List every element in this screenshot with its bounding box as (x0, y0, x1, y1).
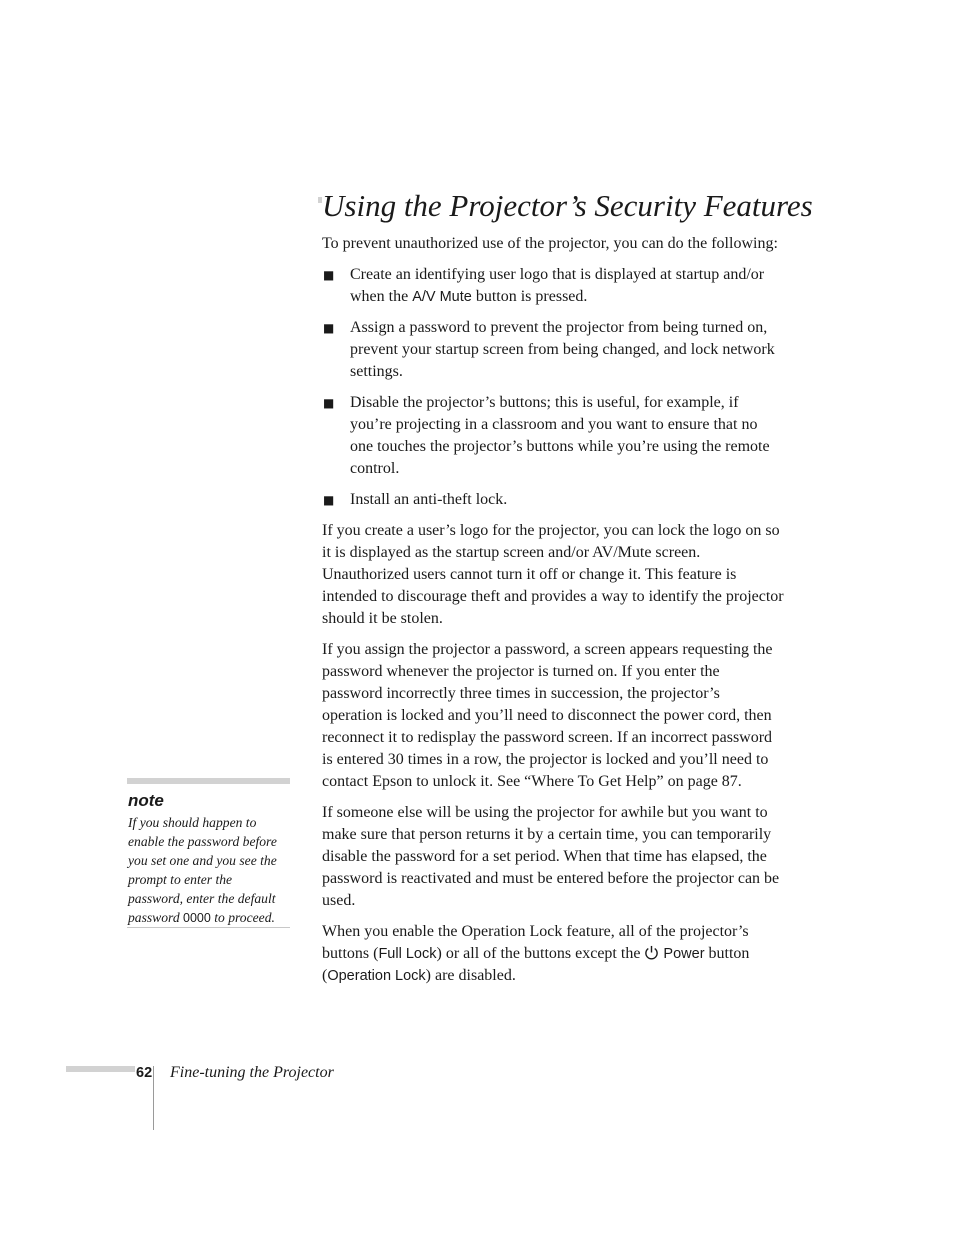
note-text: If you should happen to enable the password before you set one and you see the prompt to enter the password, enter the default password 0000 to proceed. (128, 815, 277, 925)
note-sidebar (127, 778, 290, 928)
page-number: 62 (136, 1065, 153, 1081)
full-lock-label: Full Lock (378, 946, 437, 962)
operation-lock-paragraph: When you enable the Operation Lock feature, all of the projector’s buttons (Full Lock) or all of the buttons except the Power button (Operation Lock) are disabled. (322, 923, 750, 984)
main-content (322, 233, 784, 996)
intro-paragraph: To prevent unauthorized use of the projector, you can do the following: (322, 235, 778, 252)
power-icon (644, 945, 659, 960)
feature-list (322, 264, 784, 511)
footer-vertical-rule (153, 1066, 154, 1130)
note-heading: note (128, 791, 164, 810)
av-mute-button-label: A/V Mute (412, 289, 472, 305)
note-bottom-rule (127, 927, 290, 928)
power-button-label: Power (663, 946, 705, 962)
operation-lock-label: Operation Lock (327, 968, 426, 984)
footer-section-title: Fine-tuning the Projector (170, 1064, 334, 1081)
square-bullet-icon: ■ (323, 396, 335, 410)
list-item: ■ Assign a password to prevent the projector from being turned on, prevent your startup screen from being changed, and lock network settings. (323, 319, 775, 380)
default-password-code: 0000 (183, 911, 211, 925)
list-item: ■ Create an identifying user logo that is displayed at startup and/or when the A/V Mute button is pressed. (323, 266, 765, 305)
logo-paragraph: If you create a user’s logo for the projector, you can lock the logo on so it is displayed as the startup screen and/or AV/Mute screen. Unauthorized users cannot turn it off or change it. This feature is intended to discourage theft and provides a way to identify the projector should it be stolen. (322, 522, 784, 627)
page-title: Using the Projector’s Security Features (322, 186, 819, 226)
square-bullet-icon: ■ (323, 493, 335, 507)
list-item: ■ Disable the projector’s buttons; this is useful, for example, if you’re projecting in a classroom and you want to ensure that no one touches the projector’s buttons while you’re using the remote control. (323, 394, 770, 477)
list-item: ■ Install an anti-theft lock. (322, 489, 784, 511)
square-bullet-icon: ■ (323, 321, 335, 335)
square-bullet-icon: ■ (323, 268, 335, 282)
password-paragraph: If you assign the projector a password, a screen appears requesting the password whenever the projector is turned on. If you enter the password incorrectly three times in succession, the projector’s operation is locked and you’ll need to disconnect the power cord, then reconnect it to redisplay the password screen. If an incorrect password is entered 30 times in a row, the projector is locked and you’ll need to contact Epson to unlock it. See “Where To Get Help” on page 87. (322, 641, 773, 790)
temporary-disable-paragraph: If someone else will be using the projector for awhile but you want to make sure that person returns it by a certain time, you can temporarily disable the password for a set period. When that time has elapsed, the password is reactivated and must be entered before the projector can be used. (322, 804, 780, 909)
